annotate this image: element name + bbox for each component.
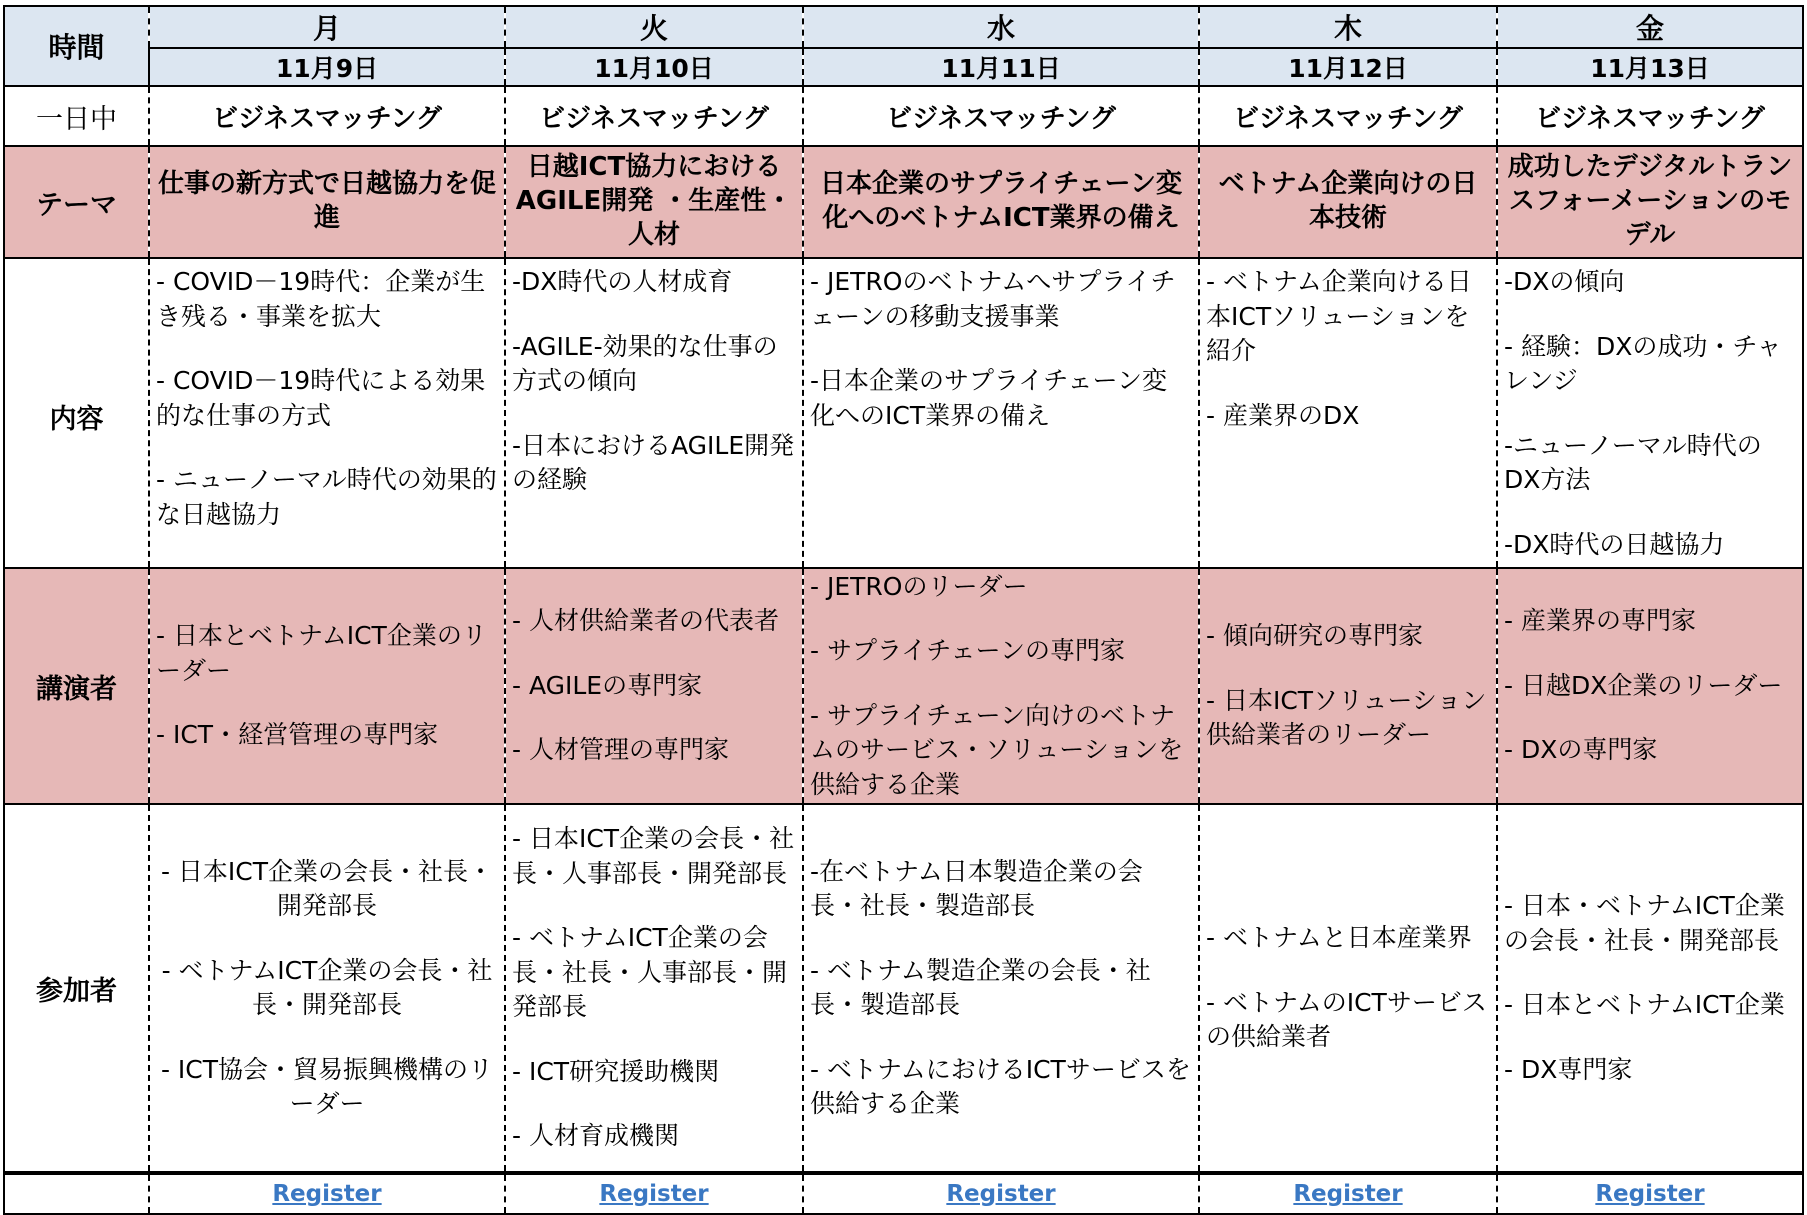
content-cell <box>803 258 1199 568</box>
header-date-row <box>4 48 1803 86</box>
date-header-tue: 11月10日 <box>505 48 803 86</box>
date-header-mon: 11月9日 <box>149 48 505 86</box>
speaker-cell <box>1497 568 1803 804</box>
time-header: 時間 <box>4 6 149 86</box>
day-header-mon: 月 <box>149 6 505 48</box>
allday-cell: ビジネスマッチング <box>1199 86 1497 146</box>
allday-cell: ビジネスマッチング <box>505 86 803 146</box>
cell-list-item: - ベトナムICT企業の会長・社長・人事部長・開発部長 <box>512 923 788 1022</box>
cell-list-item: - 人材管理の専門家 <box>512 735 729 765</box>
date-header-fri: 11月13日 <box>1497 48 1803 86</box>
attendee-cell <box>1199 804 1497 1173</box>
cell-list-item: - サプライチェーンの専門家 <box>810 636 1125 666</box>
register-link-tue[interactable]: Register <box>599 1181 709 1207</box>
cell-list-item: - 傾向研究の専門家 <box>1206 621 1423 651</box>
cell-list-item: - ベトナムのICTサービスの供給業者 <box>1206 987 1487 1052</box>
content-cell <box>1199 258 1497 568</box>
cell-list-item: - ベトナムICT企業の会長・社長・開発部長 <box>161 955 493 1019</box>
cell-list-item: - 日本ICTソリューション供給業者のリーダー <box>1206 685 1487 750</box>
cell-list-item: -AGILE-効果的な仕事の方式の傾向 <box>512 331 778 395</box>
theme-cell: ベトナム企業向けの日本技術 <box>1199 146 1497 258</box>
allday-cell: ビジネスマッチング <box>149 86 505 146</box>
cell-list-item: - 日本ICT企業の会長・社長・人事部長・開発部長 <box>512 824 795 888</box>
speaker-row <box>4 568 1803 804</box>
content-cell <box>505 258 803 568</box>
attendee-cell <box>505 804 803 1173</box>
register-link-fri[interactable]: Register <box>1595 1181 1705 1207</box>
cell-list-item: - ベトナム企業向ける日本ICTソリューションを紹介 <box>1206 267 1472 365</box>
speaker-row-label: 講演者 <box>4 568 149 804</box>
register-link-wed[interactable]: Register <box>946 1181 1056 1207</box>
content-cell <box>149 258 505 568</box>
theme-cell: 日本企業のサプライチェーン変化へのベトナムICT業界の備え <box>803 146 1199 258</box>
cell-list-item: - ニューノーマル時代の効果的な日越協力 <box>156 465 497 529</box>
attendee-row <box>4 804 1803 1173</box>
day-header-fri: 金 <box>1497 6 1803 48</box>
attendee-cell <box>1497 804 1803 1173</box>
content-row-label: 内容 <box>4 258 149 568</box>
cell-list-item: -DX時代の日越協力 <box>1504 529 1725 559</box>
register-row-label <box>4 1173 149 1214</box>
attendee-row-label: 参加者 <box>4 804 149 1173</box>
register-cell <box>505 1173 803 1214</box>
cell-list-item: - ICT・経営管理の専門家 <box>156 720 439 750</box>
cell-list-item: - 日本・ベトナムICT企業の会長・社長・開発部長 <box>1504 891 1785 955</box>
cell-list-item: - ベトナム製造企業の会長・社長・製造部長 <box>810 955 1151 1019</box>
cell-list-item: - DXの専門家 <box>1504 735 1658 765</box>
attendee-cell <box>803 804 1199 1173</box>
speaker-cell <box>149 568 505 804</box>
cell-list-item: -DXの傾向 <box>1504 267 1625 296</box>
allday-row-label: 一日中 <box>4 86 149 146</box>
register-row <box>4 1173 1803 1214</box>
cell-list-item: -日本企業のサプライチェーン変化へのICT業界の備え <box>810 366 1168 430</box>
date-header-wed: 11月11日 <box>803 48 1199 86</box>
allday-row <box>4 86 1803 146</box>
date-header-thu: 11月12日 <box>1199 48 1497 86</box>
day-header-wed: 水 <box>803 6 1199 48</box>
cell-list-item: - ICT協会・貿易振興機構のリーダー <box>160 1054 494 1118</box>
cell-list-item: - 産業界の専門家 <box>1504 606 1696 636</box>
cell-list-item: - COVID－19時代：企業が生き残る・事業を拡大 <box>156 267 486 331</box>
allday-cell: ビジネスマッチング <box>1497 86 1803 146</box>
schedule-table <box>3 5 1804 1215</box>
register-cell <box>1497 1173 1803 1214</box>
register-cell <box>803 1173 1199 1214</box>
cell-list-item: - COVID－19時代による効果的な仕事の方式 <box>156 366 486 430</box>
speaker-cell <box>1199 568 1497 804</box>
allday-cell: ビジネスマッチング <box>803 86 1199 146</box>
day-header-tue: 火 <box>505 6 803 48</box>
cell-list-item: -DX時代の人材成育 <box>512 267 733 296</box>
cell-list-item: - 人材育成機関 <box>512 1121 679 1151</box>
cell-list-item: -日本におけるAGILE開発の経験 <box>512 430 795 494</box>
cell-list-item: - AGILEの専門家 <box>512 670 703 700</box>
header-day-row <box>4 6 1803 48</box>
day-header-thu: 木 <box>1199 6 1497 48</box>
register-link-thu[interactable]: Register <box>1293 1181 1403 1207</box>
cell-list-item: - 日越DX企業のリーダー <box>1504 670 1783 700</box>
theme-cell: 日越ICT協力における AGILE開発 ・生産性・人材 <box>505 146 803 258</box>
cell-list-item: - 人材供給業者の代表者 <box>512 606 779 636</box>
cell-list-item: -在ベトナム日本製造企業の会長・社長・製造部長 <box>810 856 1143 920</box>
theme-cell: 仕事の新方式で日越協力を促進 <box>149 146 505 258</box>
theme-row <box>4 146 1803 258</box>
speaker-cell <box>803 568 1199 804</box>
cell-list-item: - 経験：DXの成功・チャレンジ <box>1504 331 1782 395</box>
cell-list-item: - ベトナムにおけるICTサービスを供給する企業 <box>810 1054 1191 1118</box>
cell-list-item: - 日本とベトナムICT企業のリーダー <box>156 621 487 685</box>
cell-list-item: - JETROのリーダー <box>810 571 1028 601</box>
theme-row-label: テーマ <box>4 146 149 258</box>
cell-list-item: - JETROのベトナムへサプライチェーンの移動支援事業 <box>810 267 1176 331</box>
cell-list-item: - 産業界のDX <box>1206 400 1360 430</box>
cell-list-item: - ICT研究援助機関 <box>512 1056 720 1086</box>
schedule-table-container <box>3 5 1804 1207</box>
speaker-cell <box>505 568 803 804</box>
content-cell <box>1497 258 1803 568</box>
cell-list-item: - ベトナムと日本産業界 <box>1206 923 1472 953</box>
cell-list-item: - 日本ICT企業の会長・社長・開発部長 <box>160 856 494 920</box>
register-cell <box>1199 1173 1497 1214</box>
cell-list-item: - DX専門家 <box>1504 1054 1633 1084</box>
register-link-mon[interactable]: Register <box>272 1181 382 1207</box>
cell-list-item: - サプライチェーン向けのベトナムのサービス・ソリューションを供給する企業 <box>810 700 1184 799</box>
cell-list-item: -ニューノーマル時代のDX方法 <box>1504 430 1762 494</box>
attendee-cell <box>149 804 505 1173</box>
register-cell <box>149 1173 505 1214</box>
cell-list-item: - 日本とベトナムICT企業 <box>1504 990 1785 1019</box>
theme-cell: 成功したデジタルトランスフォーメーションのモデル <box>1497 146 1803 258</box>
content-row <box>4 258 1803 568</box>
